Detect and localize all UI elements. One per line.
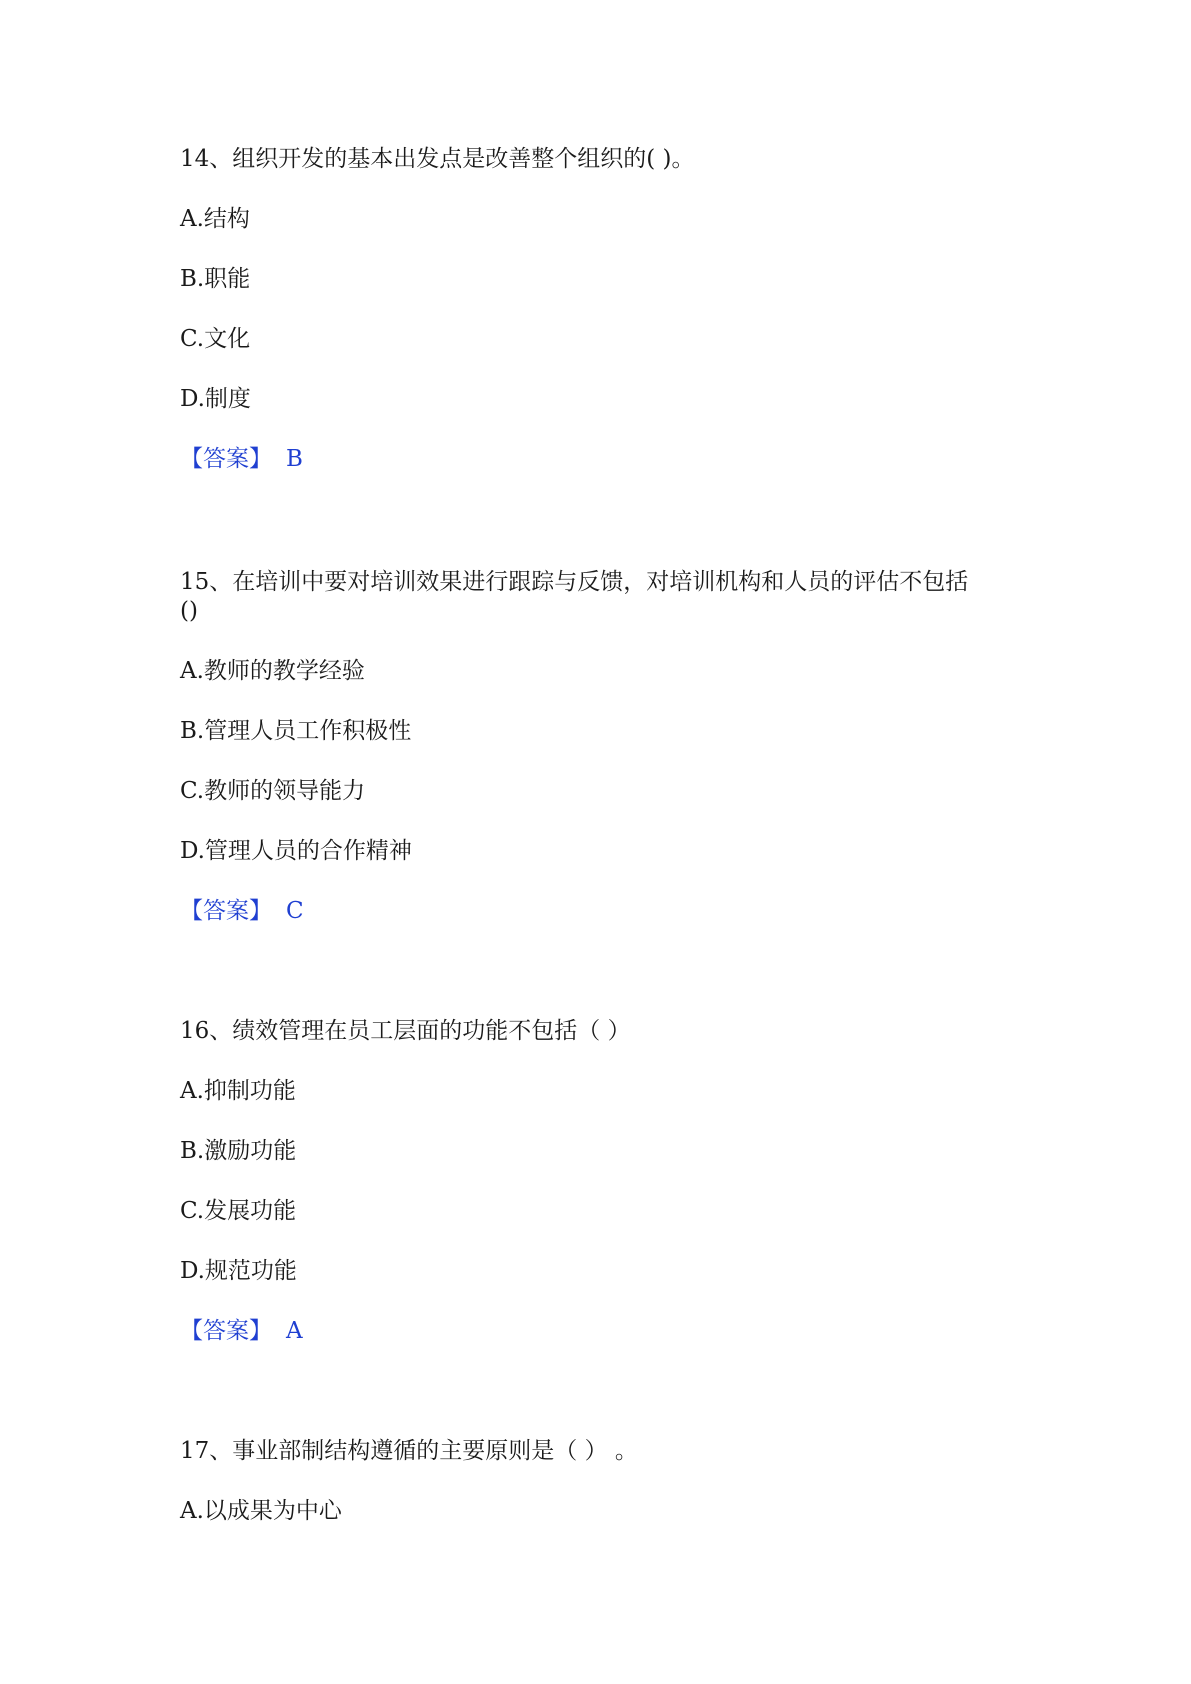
question-15-option-d: D.管理人员的合作精神 bbox=[180, 838, 412, 864]
answer-label: 【答案】 bbox=[180, 1318, 272, 1344]
question-14-option-a: A.结构 bbox=[180, 206, 250, 232]
question-16-answer bbox=[180, 1316, 303, 1346]
question-16-option-d: D.规范功能 bbox=[180, 1258, 297, 1284]
question-15-option-a: A.教师的教学经验 bbox=[180, 658, 365, 684]
question-16-option-b: B.激励功能 bbox=[180, 1138, 297, 1164]
question-14-option-d: D.制度 bbox=[180, 386, 251, 412]
answer-value: C bbox=[286, 898, 304, 924]
question-15-stem: 15、在培训中要对培训效果进行跟踪与反馈，对培训机构和人员的评估不包括 bbox=[180, 569, 969, 595]
question-15-answer bbox=[180, 896, 304, 926]
question-14-option-c: C.文化 bbox=[180, 326, 251, 352]
question-14-stem: 14、组织开发的基本出发点是改善整个组织的( )。 bbox=[180, 146, 695, 172]
answer-label: 【答案】 bbox=[180, 446, 272, 472]
answer-label: 【答案】 bbox=[180, 898, 272, 924]
question-16-option-c: C.发展功能 bbox=[180, 1198, 297, 1224]
question-16-stem: 16、绩效管理在员工层面的功能不包括（ ） bbox=[180, 1018, 631, 1044]
question-16-option-a: A.抑制功能 bbox=[180, 1078, 296, 1104]
question-17-stem: 17、事业部制结构遵循的主要原则是（ ） 。 bbox=[180, 1438, 638, 1464]
answer-value: B bbox=[286, 446, 303, 472]
question-15-option-c: C.教师的领导能力 bbox=[180, 778, 366, 804]
question-15-option-b: B.管理人员工作积极性 bbox=[180, 718, 412, 744]
answer-value: A bbox=[286, 1318, 303, 1344]
question-14-option-b: B.职能 bbox=[180, 266, 251, 292]
question-17-option-a: A.以成果为中心 bbox=[180, 1498, 342, 1524]
question-14-answer bbox=[180, 444, 303, 474]
question-15-stem-continuation: () bbox=[180, 598, 198, 624]
